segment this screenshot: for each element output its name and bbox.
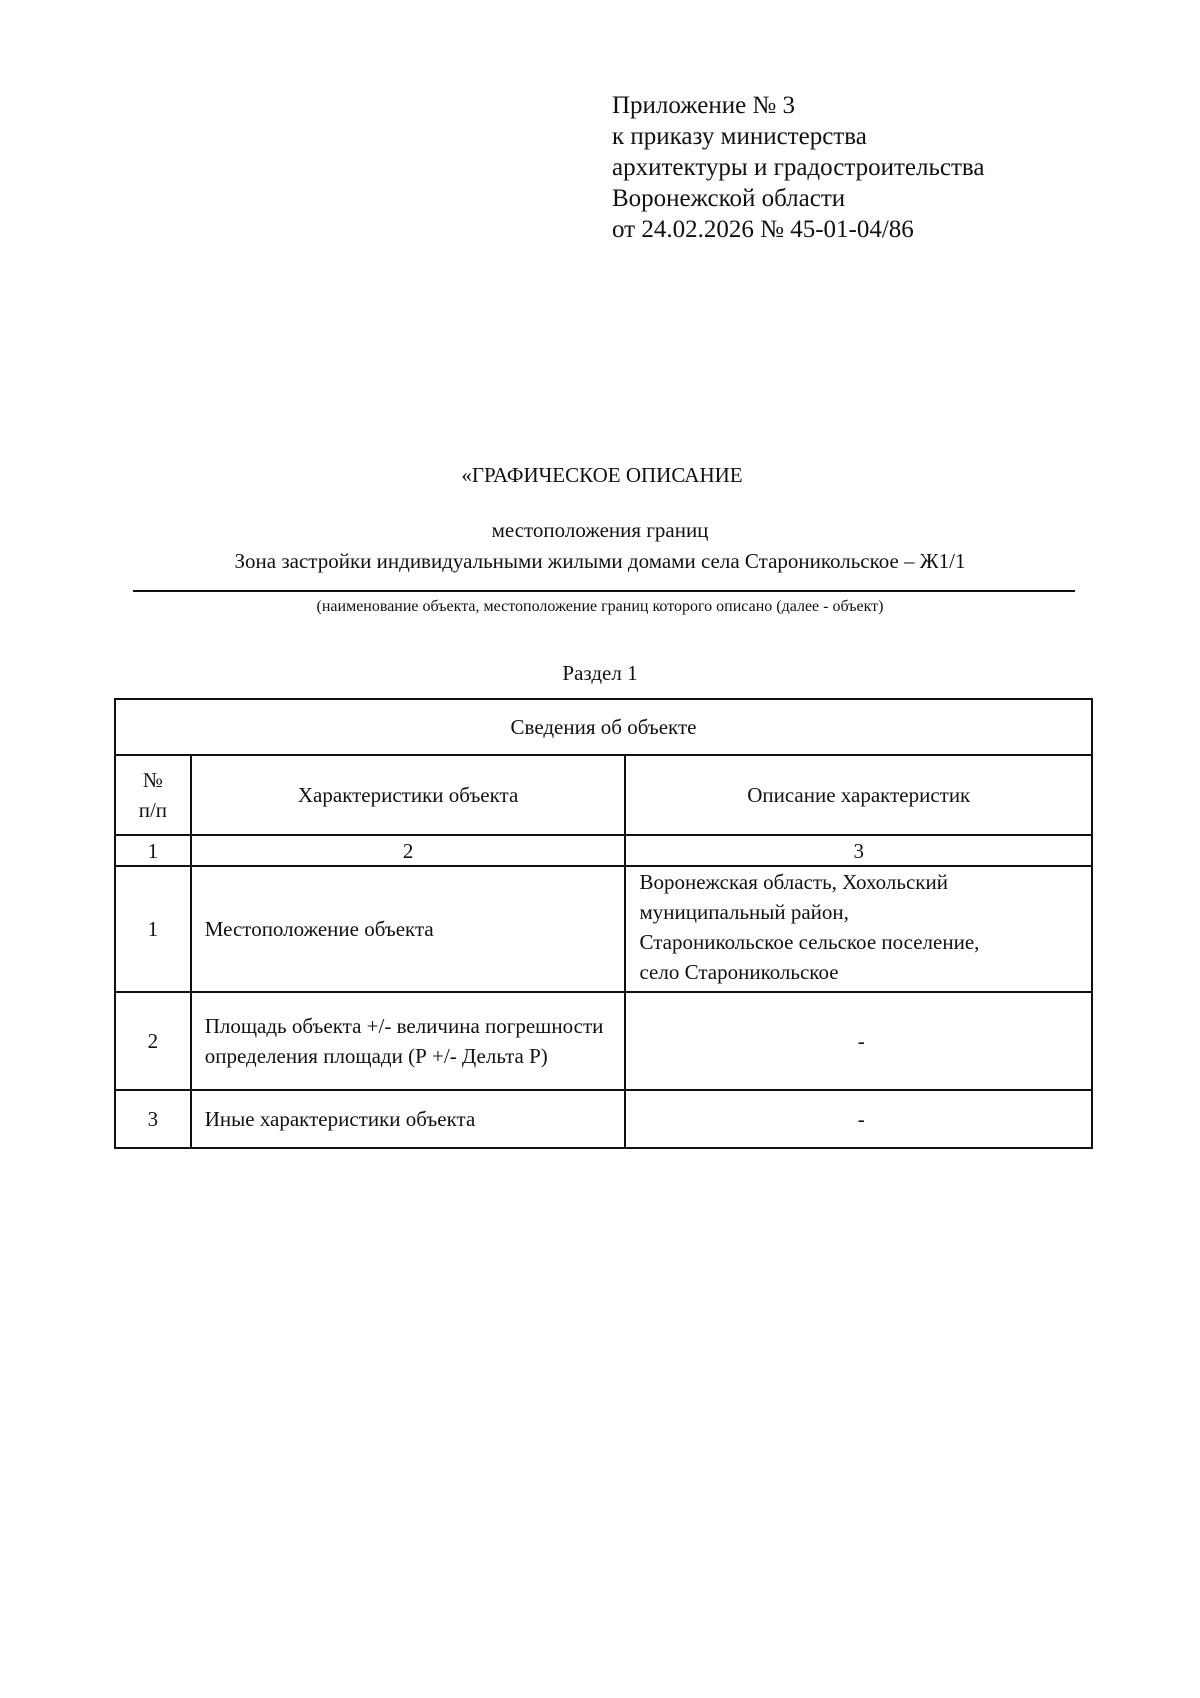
table-row — [115, 1090, 1092, 1148]
column-number: 1 — [115, 835, 191, 866]
header-num — [115, 755, 191, 835]
row-description: - — [625, 1090, 1092, 1148]
row-number: 3 — [115, 1090, 191, 1148]
table-caption: Сведения об объекте — [115, 699, 1092, 755]
appendix-line: к приказу министерства — [612, 123, 867, 150]
column-number: 2 — [191, 835, 626, 866]
document-title: «ГРАФИЧЕСКОЕ ОПИСАНИЕ — [461, 463, 743, 487]
row-characteristic: Местоположение объекта — [191, 866, 626, 992]
appendix-block — [612, 90, 984, 245]
column-number: 3 — [625, 835, 1092, 866]
header-description: Описание характеристик — [625, 755, 1092, 835]
header-num-symbol: № — [142, 768, 163, 792]
object-info-table — [114, 698, 1093, 1149]
description-line: село Староникольское — [639, 960, 839, 984]
row-number: 1 — [115, 866, 191, 992]
appendix-line: Воронежской области — [612, 185, 846, 212]
row-characteristic: Площадь объекта +/- величина погрешности определения площади (Р +/- Дельта Р) — [191, 992, 626, 1090]
header-characteristic: Характеристики объекта — [191, 755, 626, 835]
appendix-line: архитектуры и градостроительства — [612, 154, 985, 181]
table-row — [115, 992, 1092, 1090]
row-description: - — [625, 992, 1092, 1090]
row-characteristic: Иные характеристики объекта — [191, 1090, 626, 1148]
object-name: Зона застройки индивидуальными жилыми домами села Староникольское – Ж1/1 — [234, 549, 966, 573]
object-name-underline — [133, 590, 1075, 592]
section-label: Раздел 1 — [562, 661, 638, 685]
appendix-line: Приложение № 3 — [612, 92, 796, 119]
subtitle-boundaries: местоположения границ — [491, 518, 709, 542]
header-num-label: п/п — [138, 798, 168, 822]
table-header-row — [115, 755, 1092, 835]
column-number-row — [115, 835, 1092, 866]
row-description — [625, 866, 1092, 992]
description-line: муниципальный район, — [639, 900, 849, 924]
description-line: Воронежская область, Хохольский — [639, 870, 948, 894]
description-line: Староникольское сельское поселение, — [639, 930, 980, 954]
table-row — [115, 866, 1092, 992]
row-number: 2 — [115, 992, 191, 1090]
appendix-order-date: от 24.02.2026 № 45-01-04/86 — [612, 216, 914, 243]
object-name-caption: (наименование объекта, местоположение границ которого описано (далее - объект) — [316, 598, 884, 615]
